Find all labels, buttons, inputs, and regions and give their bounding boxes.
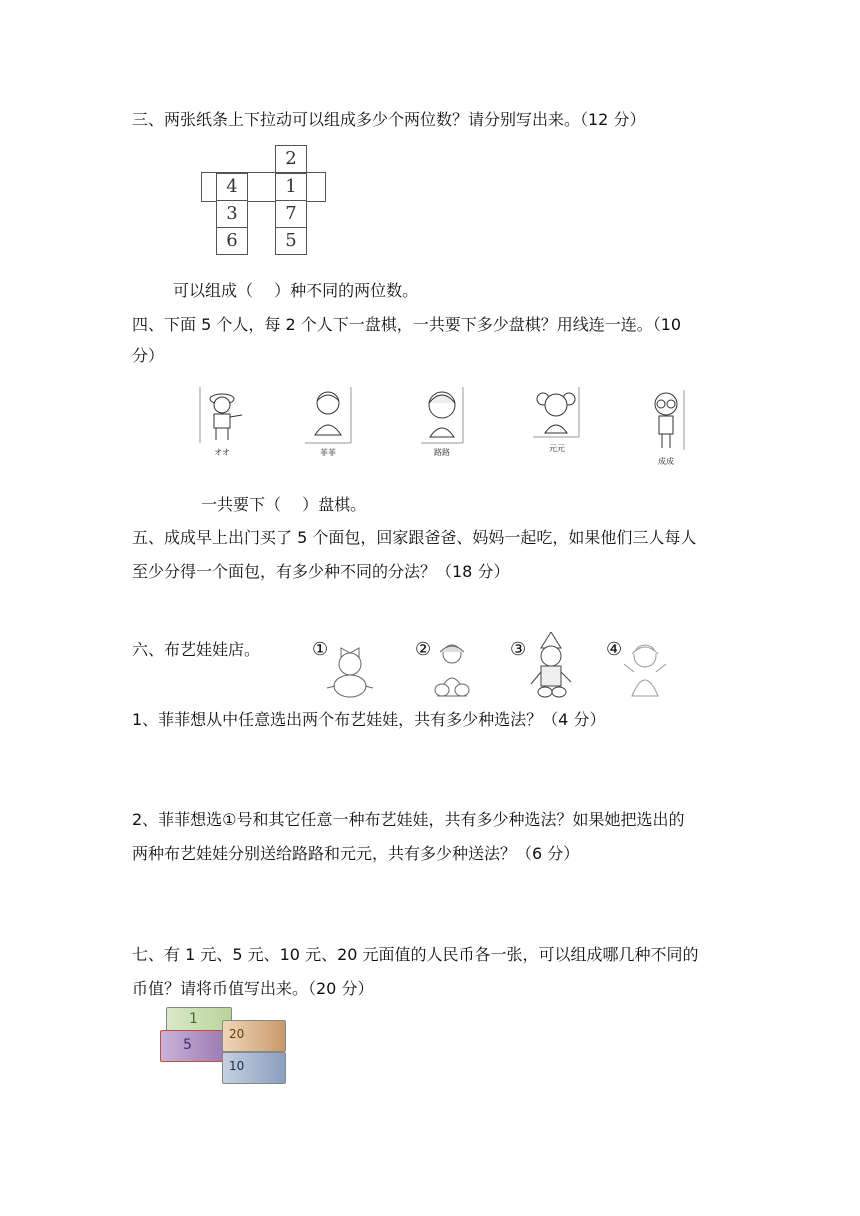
person-cartoon [640,388,692,467]
person-name: 菲菲 [320,448,336,457]
doll-number: ① [312,639,329,660]
doll-number: ④ [606,639,623,660]
q6-title: 六、布艺娃娃店。 [132,640,261,659]
q3-answer: 可以组成（ ）种不同的两位数。 [173,281,419,300]
person-name: 路路 [434,448,450,457]
person-name: 成成 [658,457,674,466]
doll-number: ③ [510,639,527,660]
banknote-5: 5 [160,1030,226,1062]
banknote-10: 10 [222,1052,286,1084]
q3-title: 三、两张纸条上下拉动可以组成多少个两位数？请分别写出来。（12 分） [132,110,646,129]
boy-with-hat-icon [196,385,248,445]
girl-icon [415,385,469,445]
girl-with-pigtails-icon [529,385,585,441]
q5-line1: 五、成成早上出门买了 5 个面包，回家跟爸爸、妈妈一起吃，如果他们三人每人 [132,528,697,547]
right-strip-digit: 5 [275,227,307,255]
right-strip-digit: 7 [275,200,307,228]
boy-with-glasses-icon [644,388,688,454]
right-strip-digit: 1 [275,173,307,201]
left-strip-digit: 4 [216,173,248,201]
q4-title-line2: 分） [132,346,165,365]
person-cartoon [412,385,472,458]
girl-doll-icon [620,638,670,700]
banknote-20: 20 [222,1020,286,1052]
person-cartoon [298,385,358,458]
q7-line2: 币值？请将币值写出来。（20 分） [132,979,374,998]
q5-line2: 至少分得一个面包，有多少种不同的分法？（18 分） [132,562,510,581]
doll-number: ② [415,639,432,660]
left-strip-digit: 6 [216,227,248,255]
right-strip-digit: 2 [275,145,307,173]
q4-title-line1: 四、下面 5 个人，每 2 个人下一盘棋，一共要下多少盘棋？用线连一连。（10 [132,315,682,334]
person-cartoon [527,385,587,454]
person-cartoon [192,385,252,458]
q6-sub2-line1: 2、菲菲想选①号和其它任意一种布艺娃娃，共有多少种选法？如果她把选出的 [132,810,685,829]
person-name: オオ [214,448,230,457]
banknote-1: 1 [166,1007,232,1035]
doll-with-bow-icon [325,642,375,702]
q4-answer: 一共要下（ ）盘棋。 [201,495,367,514]
left-strip-digit: 3 [216,200,248,228]
q6-sub1: 1、菲菲想从中任意选出两个布艺娃娃，共有多少种选法？（4 分） [132,710,606,729]
doll-with-dress-icon [426,640,478,702]
girl-icon [301,385,355,445]
person-name: 元元 [549,444,565,453]
clown-doll-icon [527,632,575,700]
q6-sub2-line2: 两种布艺娃娃分别送给路路和元元，共有多少种送法？（6 分） [132,844,580,863]
q7-line1: 七、有 1 元、5 元、10 元、20 元面值的人民币各一张，可以组成哪几种不同的 [132,945,699,964]
